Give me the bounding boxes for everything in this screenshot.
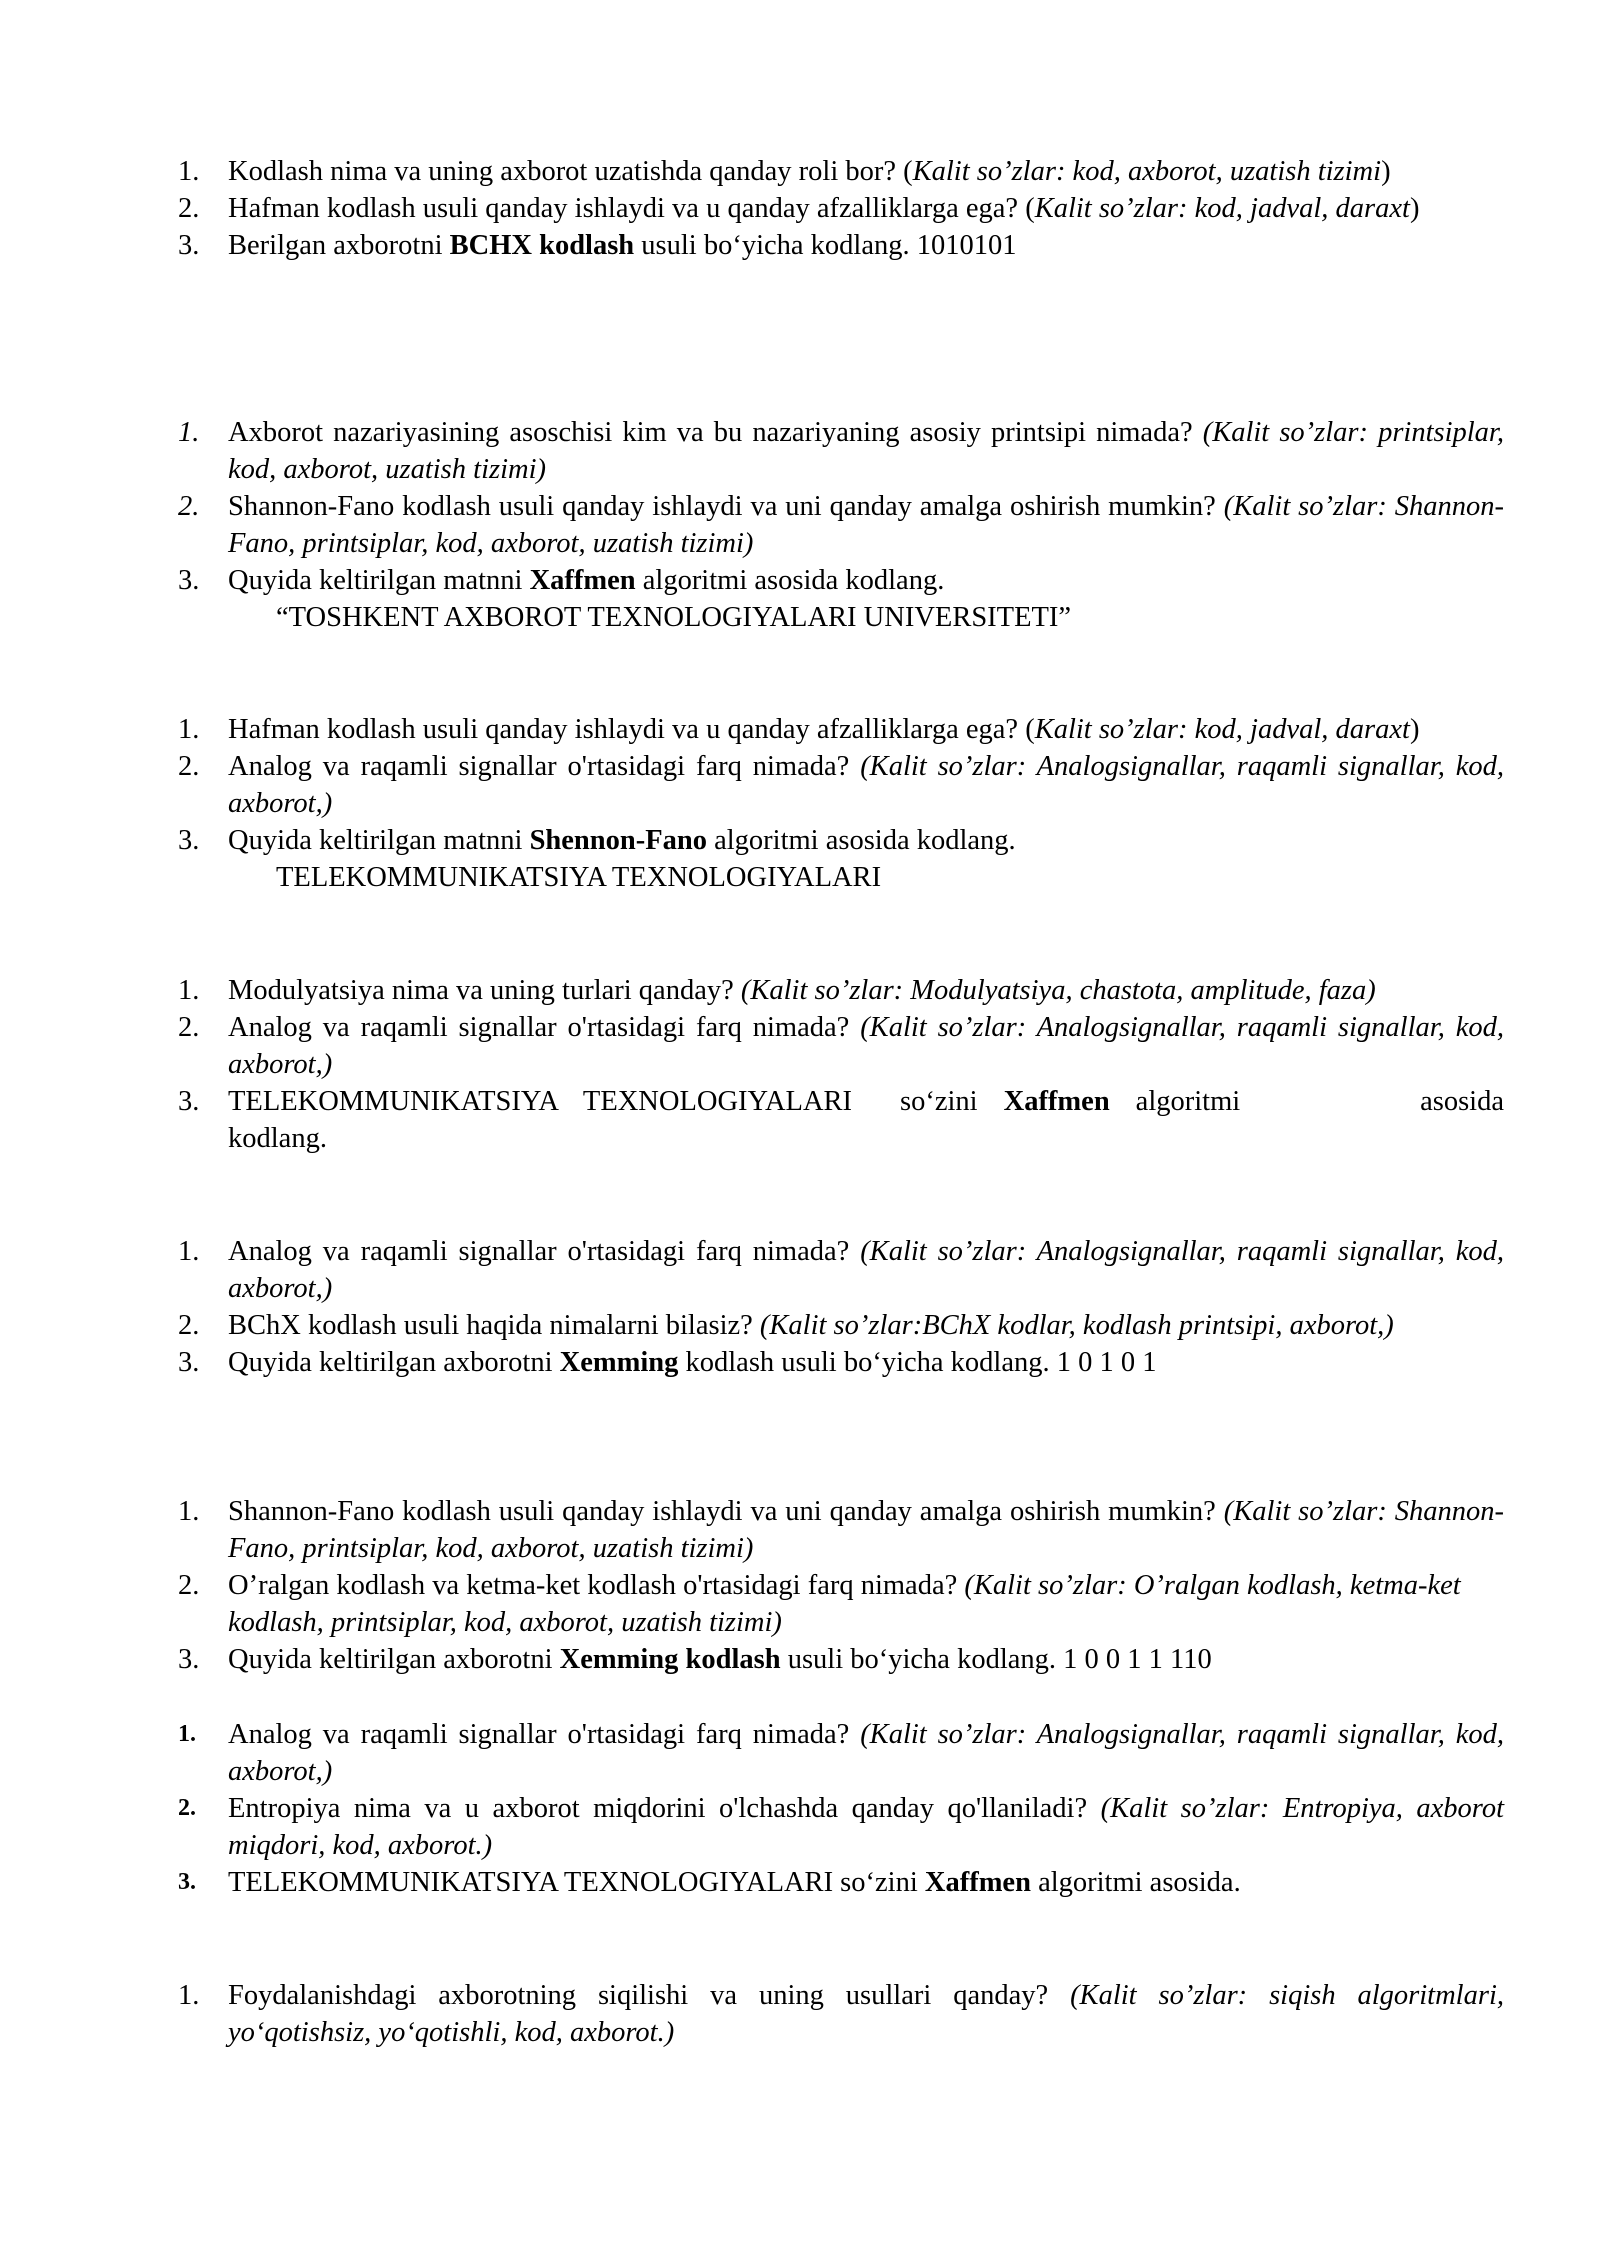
question-text: Shannon-Fano kodlash usuli qanday ishlaydi va uni qanday amalga oshirish mumkin? bbox=[228, 491, 1224, 522]
item-number: 3. bbox=[178, 1869, 196, 1895]
method-name: Xemming bbox=[559, 1347, 679, 1378]
keywords: (Kalit so’zlar: Analogsignallar, raqamli signallar, kod, axborot,) bbox=[228, 1236, 1504, 1304]
question-text: Shannon-Fano kodlash usuli qanday ishlaydi va uni qanday amalga oshirish mumkin? bbox=[228, 1496, 1224, 1527]
question-set-4 bbox=[0, 972, 1600, 1157]
question-set-6 bbox=[0, 1493, 1600, 1678]
item-number: 1. bbox=[178, 714, 200, 745]
keywords: (Kalit so’zlar:BChX kodlar, kodlash printsipi, axborot,) bbox=[759, 1310, 1394, 1341]
question-text: Entropiya nima va u axborot miqdorini o'lchashda qanday qo'llaniladi? bbox=[228, 1793, 1101, 1824]
keywords: (Kalit so’zlar: Shannon-Fano, printsiplar, kod, axborot, uzatish tizimi) bbox=[228, 1496, 1504, 1564]
task-text: Quyida keltirilgan matnni bbox=[228, 565, 530, 596]
item-number: 1. bbox=[178, 975, 200, 1006]
question-item bbox=[0, 1977, 1600, 2051]
task-word: TELEKOMMUNIKATSIYA bbox=[228, 1086, 559, 1117]
question-set-7 bbox=[0, 1716, 1600, 1901]
question-item bbox=[0, 1233, 1600, 1307]
question-set-2 bbox=[0, 414, 1600, 636]
method-name: Xaffmen bbox=[1003, 1086, 1110, 1117]
question-item bbox=[0, 488, 1600, 562]
closing-paren: ) bbox=[1381, 156, 1391, 187]
task-item bbox=[0, 1641, 1600, 1678]
method-name: BCHX kodlash bbox=[449, 230, 635, 261]
task-text: Quyida keltirilgan axborotni bbox=[228, 1347, 560, 1378]
question-set-5 bbox=[0, 1233, 1600, 1381]
item-number: 2. bbox=[178, 1795, 196, 1821]
question-text: Hafman kodlash usuli qanday ishlaydi va u qanday afzalliklarga ega? ( bbox=[228, 714, 1035, 745]
question-text: BChX kodlash usuli haqida nimalarni bilasiz? bbox=[228, 1310, 760, 1341]
text-to-encode: “TOSHKENT AXBOROT TEXNOLOGIYALARI UNIVERSITETI” bbox=[276, 602, 1072, 633]
task-item bbox=[0, 822, 1600, 859]
question-set-8 bbox=[0, 1977, 1600, 2051]
question-text: Axborot nazariyasining asoschisi kim va bu nazariyaning asosiy printsipi nimada? bbox=[228, 417, 1203, 448]
item-number: 3. bbox=[178, 230, 200, 261]
keywords: Kalit so’zlar: kod, jadval, daraxt bbox=[1034, 193, 1410, 224]
question-item bbox=[0, 748, 1600, 822]
keywords: (Kalit so’zlar: Analogsignallar, raqamli signallar, kod, axborot,) bbox=[228, 1719, 1504, 1787]
task-word: TEXNOLOGIYALARI bbox=[582, 1086, 853, 1117]
keywords: (Kalit so’zlar: siqish algoritmlari, yo‘qotishsiz, yo‘qotishli, kod, axborot.) bbox=[228, 1980, 1504, 2048]
task-text-end: usuli bo‘yicha kodlang. 1 0 0 1 1 110 bbox=[780, 1644, 1212, 1675]
text-to-encode: TELEKOMMUNIKATSIYA TEXNOLOGIYALARI bbox=[276, 862, 882, 893]
question-set-3 bbox=[0, 711, 1600, 896]
question-text: Modulyatsiya nima va uning turlari qanday? bbox=[228, 975, 741, 1006]
task-text-end: kodlash usuli bo‘yicha kodlang. 1 0 1 0 1 bbox=[678, 1347, 1157, 1378]
item-number: 2. bbox=[178, 1012, 200, 1043]
method-name: Shennon-Fano bbox=[529, 825, 707, 856]
item-number: 1. bbox=[178, 156, 200, 187]
item-number: 1. bbox=[178, 1236, 200, 1267]
item-number: 1. bbox=[178, 417, 200, 448]
task-text-end: algoritmi asosida kodlang. bbox=[635, 565, 945, 596]
item-number: 3. bbox=[178, 825, 200, 856]
question-item bbox=[0, 1009, 1600, 1083]
task-item bbox=[0, 1864, 1600, 1901]
question-text: Analog va raqamli signallar o'rtasidagi farq nimada? bbox=[228, 1012, 861, 1043]
task-text-end: usuli bo‘yicha kodlang. 1010101 bbox=[634, 230, 1017, 261]
task-item bbox=[0, 1083, 1600, 1157]
task-item bbox=[0, 227, 1600, 264]
question-text: Kodlash nima va uning axborot uzatishda qanday roli bor? ( bbox=[228, 156, 913, 187]
question-item bbox=[0, 190, 1600, 227]
item-number: 3. bbox=[178, 565, 200, 596]
task-text: Quyida keltirilgan axborotni bbox=[228, 1644, 560, 1675]
item-number: 2. bbox=[178, 1310, 200, 1341]
question-item bbox=[0, 1493, 1600, 1567]
method-name: Xemming kodlash bbox=[559, 1644, 781, 1675]
item-number: 3. bbox=[178, 1644, 200, 1675]
question-item bbox=[0, 972, 1600, 1009]
question-text: Foydalanishdagi axborotning siqilishi va uning usullari qanday? bbox=[228, 1980, 1071, 2011]
task-word: asosida bbox=[1420, 1086, 1504, 1117]
closing-paren: ) bbox=[1409, 193, 1420, 224]
keywords: (Kalit so’zlar: Modulyatsiya, chastota, amplitude, faza) bbox=[740, 975, 1376, 1006]
task-item bbox=[0, 1344, 1600, 1381]
keywords: (Kalit so’zlar: Analogsignallar, raqamli signallar, kod, axborot,) bbox=[228, 1012, 1504, 1080]
question-item bbox=[0, 711, 1600, 748]
question-text: Analog va raqamli signallar o'rtasidagi farq nimada? bbox=[228, 751, 861, 782]
question-text: O’ralgan kodlash va ketma-ket kodlash o'rtasidagi farq nimada? bbox=[228, 1570, 965, 1601]
task-word: algoritmi bbox=[1135, 1086, 1241, 1117]
item-number: 1. bbox=[178, 1980, 200, 2011]
item-number: 3. bbox=[178, 1086, 200, 1117]
task-item bbox=[0, 562, 1600, 599]
item-number: 1. bbox=[178, 1721, 196, 1747]
question-set-1 bbox=[0, 153, 1600, 264]
item-number: 2. bbox=[178, 193, 200, 224]
question-text: Analog va raqamli signallar o'rtasidagi farq nimada? bbox=[228, 1719, 861, 1750]
question-item bbox=[0, 1307, 1600, 1344]
task-text: Quyida keltirilgan matnni bbox=[228, 825, 530, 856]
task-text-end: algoritmi asosida. bbox=[1030, 1867, 1241, 1898]
item-number: 2. bbox=[178, 751, 200, 782]
item-number: 2. bbox=[178, 491, 200, 522]
method-name: Xaffmen bbox=[924, 1867, 1031, 1898]
keywords: Kalit so’zlar: kod, jadval, daraxt bbox=[1034, 714, 1410, 745]
question-item bbox=[0, 1716, 1600, 1790]
keywords: (Kalit so’zlar: Shannon-Fano, printsiplar, kod, axborot, uzatish tizimi) bbox=[228, 491, 1504, 559]
method-name: Xaffmen bbox=[529, 565, 636, 596]
item-number: 3. bbox=[178, 1347, 200, 1378]
closing-paren: ) bbox=[1409, 714, 1420, 745]
item-number: 2. bbox=[178, 1570, 200, 1601]
task-word-tail: kodlang. bbox=[228, 1123, 327, 1154]
task-text: TELEKOMMUNIKATSIYA TEXNOLOGIYALARI so‘zini bbox=[228, 1867, 925, 1898]
keywords: (Kalit so’zlar: O’ralgan kodlash, ketma-ket kodlash, printsiplar, kod, axborot, uzatish tizimi) bbox=[228, 1570, 1461, 1638]
question-item bbox=[0, 1790, 1600, 1864]
keywords: Kalit so’zlar: kod, axborot, uzatish tizimi bbox=[912, 156, 1382, 187]
keywords: (Kalit so’zlar: Analogsignallar, raqamli signallar, kod, axborot,) bbox=[228, 751, 1504, 819]
keywords: (Kalit so’zlar: Entropiya, axborot miqdori, kod, axborot.) bbox=[228, 1793, 1504, 1861]
item-number: 1. bbox=[178, 1496, 200, 1527]
question-item bbox=[0, 153, 1600, 190]
question-item bbox=[0, 414, 1600, 488]
task-text-end: algoritmi asosida kodlang. bbox=[706, 825, 1016, 856]
task-text: Berilgan axborotni bbox=[228, 230, 450, 261]
task-word: so‘zini bbox=[900, 1086, 978, 1117]
question-item bbox=[0, 1567, 1600, 1641]
question-text: Analog va raqamli signallar o'rtasidagi farq nimada? bbox=[228, 1236, 861, 1267]
keywords: (Kalit so’zlar: printsiplar, kod, axborot, uzatish tizimi) bbox=[228, 417, 1504, 485]
question-text: Hafman kodlash usuli qanday ishlaydi va u qanday afzalliklarga ega? ( bbox=[228, 193, 1035, 224]
